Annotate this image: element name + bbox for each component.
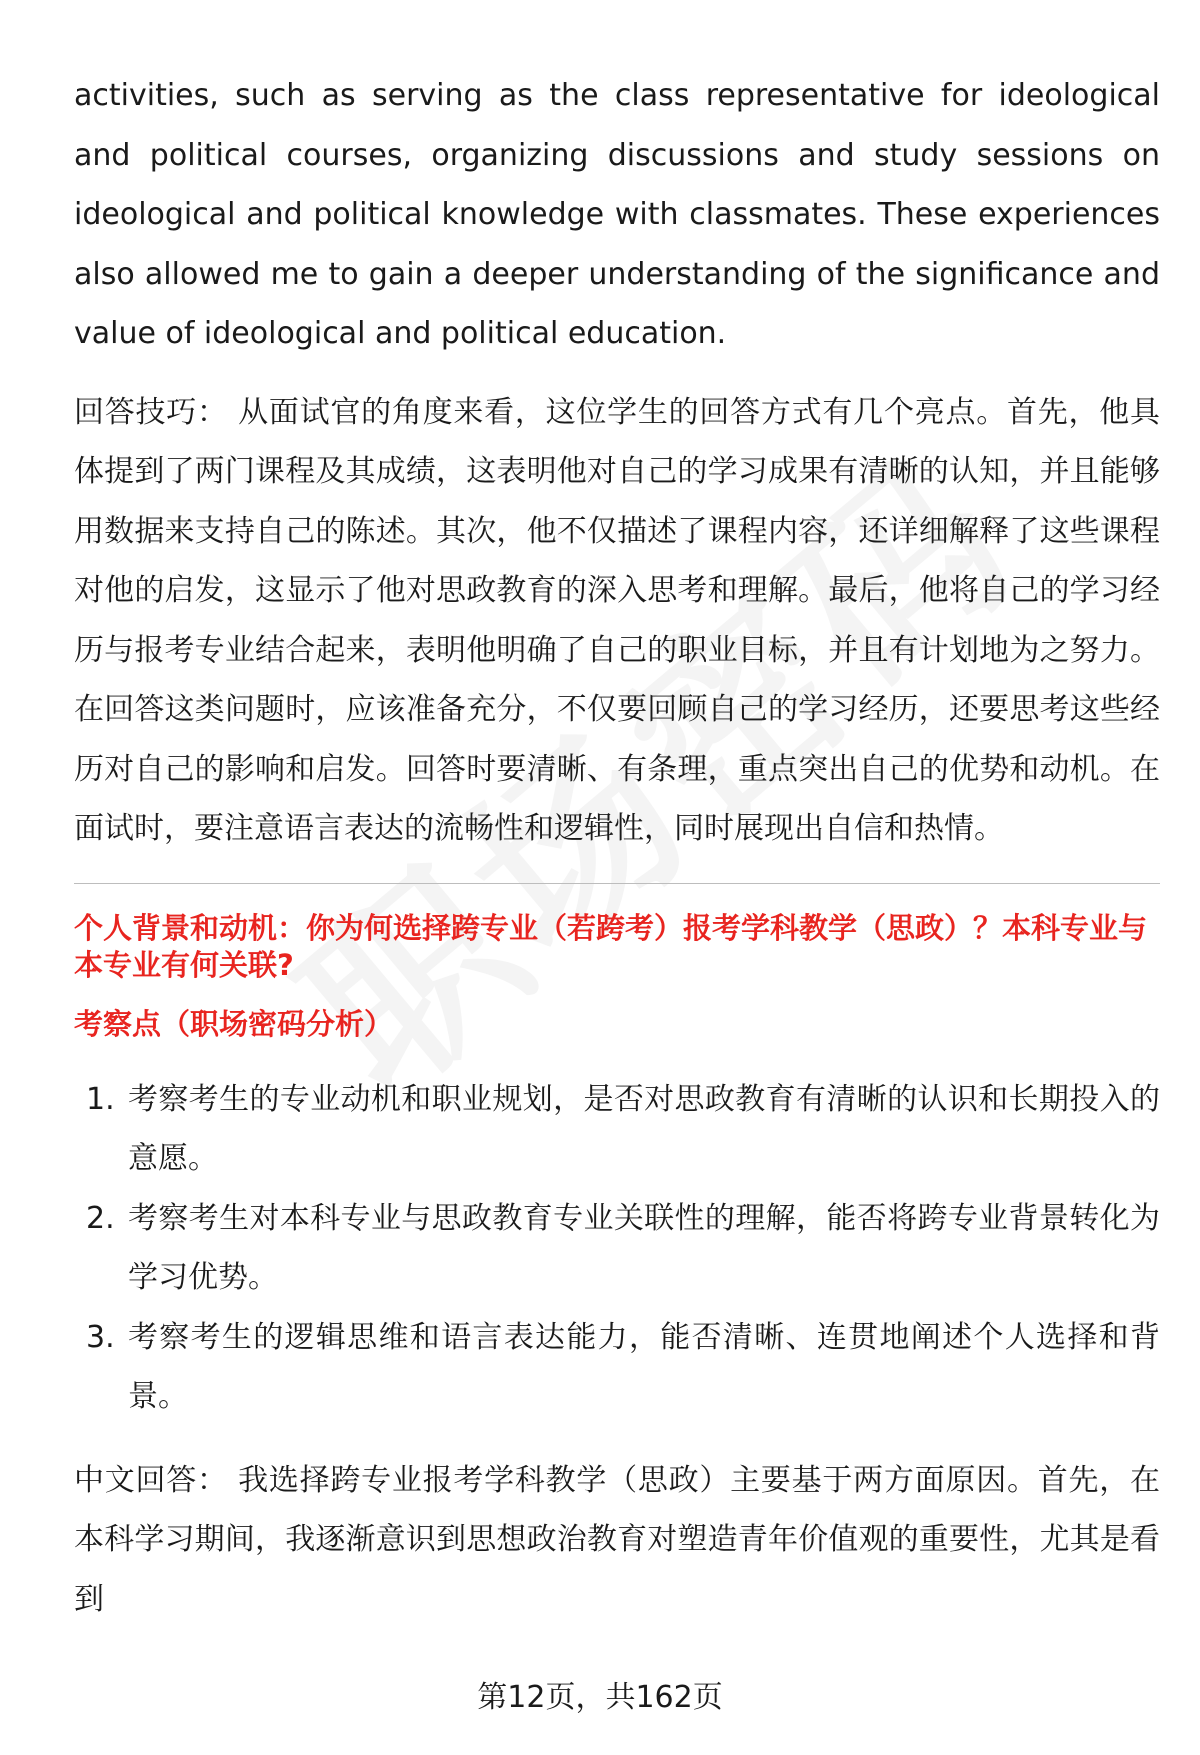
english-paragraph: activities, such as serving as the class representative for ideological and political courses, organizing discussions and study sessions on ideological and political knowledge with classmates. These experiences also allowed me to gain a deeper understanding of the significance and value of ideological and political education. (74, 78, 1160, 351)
list-text: 考察考生的逻辑思维和语言表达能力，能否清晰、连贯地阐述个人选择和背景。 (128, 1319, 1160, 1414)
list-number: 1. (86, 1081, 115, 1117)
list-item (74, 1070, 1160, 1189)
question-heading: 个人背景和动机：你为何选择跨专业（若跨考）报考学科教学（思政）？本科专业与本专业有何关联? (74, 910, 1148, 982)
chinese-answer-paragraph: 中文回答： 我选择跨专业报考学科教学（思政）主要基于两方面原因。首先，在本科学习期间，我逐渐意识到思想政治教育对塑造青年价值观的重要性，尤其是看到 (74, 1462, 1160, 1617)
exam-points-heading: 考察点（职场密码分析） (74, 1006, 394, 1041)
list-number: 3. (86, 1319, 115, 1355)
list-number: 2. (86, 1200, 115, 1236)
list-text: 考察考生的专业动机和职业规划，是否对思政教育有清晰的认识和长期投入的意愿。 (128, 1081, 1160, 1176)
list-text: 考察考生对本科专业与思政教育专业关联性的理解，能否将跨专业背景转化为学习优势。 (128, 1200, 1160, 1295)
page-number: 第12页，共162页 (477, 1680, 723, 1715)
exam-points-list (74, 1070, 1160, 1427)
list-item (74, 1308, 1160, 1427)
list-item (74, 1189, 1160, 1308)
answer-tips-paragraph: 回答技巧： 从面试官的角度来看，这位学生的回答方式有几个亮点。首先，他具体提到了两门课程及其成绩，这表明他对自己的学习成果有清晰的认知，并且能够用数据来支持自己的陈述。其次，他不仅描述了课程内容，还详细解释了这些课程对他的启发，这显示了他对思政教育的深入思考和理解。最后，他将自己的学习经历与报考专业结合起来，表明他明确了自己的职业目标，并且有计划地为之努力。在回答这类问题时，应该准备充分，不仅要回顾自己的学习经历，还要思考这些经历对自己的影响和启发。回答时要清晰、有条理，重点突出自己的优势和动机。在面试时，要注意语言表达的流畅性和逻辑性，同时展现出自信和热情。 (74, 394, 1160, 846)
section-divider (74, 883, 1160, 884)
document-body (74, 66, 1160, 1629)
